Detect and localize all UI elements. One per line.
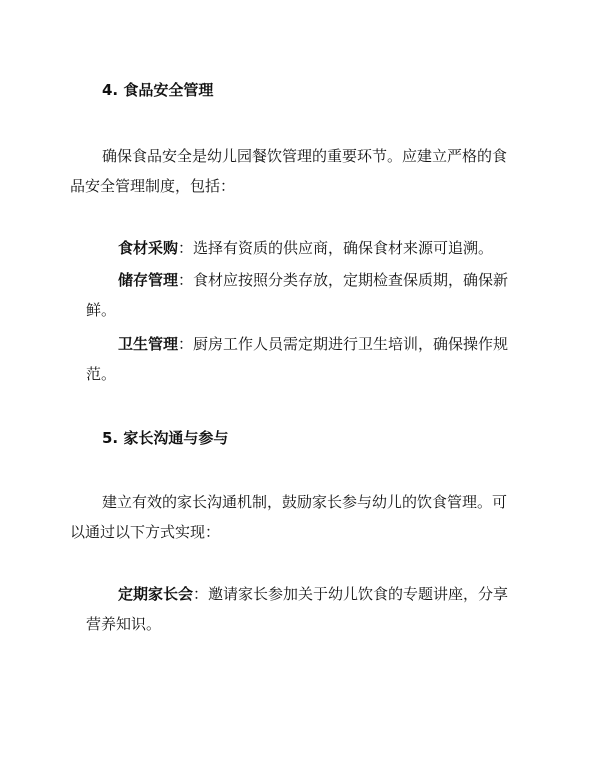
list-item-term: 定期家长会 [118, 585, 194, 603]
list-item-text: ：选择有资质的供应商，确保食材来源可追溯。 [178, 239, 494, 257]
list-item-text: ：邀请家长参加关于幼儿饮食的专题讲座，分享 [193, 585, 509, 603]
section-heading-parent-communication: 5. 家长沟通与参与 [102, 429, 229, 447]
list-item-parent-meeting [118, 584, 508, 604]
list-item-term: 储存管理 [118, 271, 179, 289]
list-item-food-procurement [118, 238, 493, 258]
section-intro-line: 以通过以下方式实现： [70, 523, 221, 541]
list-item-continuation: 鲜。 [86, 301, 117, 319]
list-item-hygiene [118, 334, 508, 354]
section-intro-line: 品安全管理制度，包括： [70, 177, 236, 195]
list-item-term: 卫生管理 [118, 335, 179, 353]
list-item-term: 食材采购 [118, 239, 179, 257]
list-item-storage [118, 270, 508, 290]
list-item-text: ：厨房工作人员需定期进行卫生培训，确保操作规 [178, 335, 509, 353]
section-intro-line: 建立有效的家长沟通机制，鼓励家长参与幼儿的饮食管理。可 [102, 493, 508, 511]
section-intro-line: 确保食品安全是幼儿园餐饮管理的重要环节。应建立严格的食 [102, 147, 508, 165]
list-item-text: ：食材应按照分类存放，定期检查保质期，确保新 [178, 271, 509, 289]
section-heading-food-safety: 4. 食品安全管理 [102, 81, 214, 99]
list-item-continuation: 营养知识。 [86, 615, 162, 633]
list-item-continuation: 范。 [86, 365, 117, 383]
